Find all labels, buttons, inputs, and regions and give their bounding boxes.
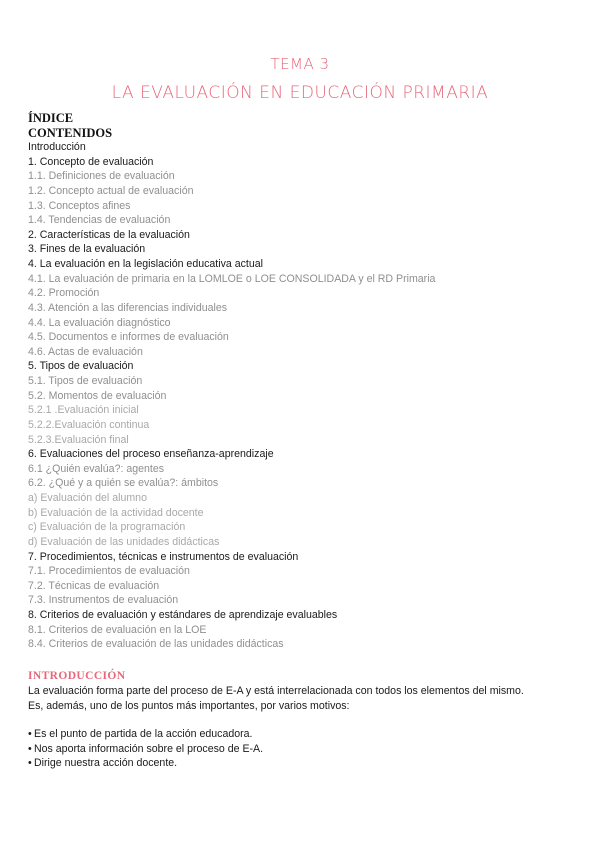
- toc-item: 7.3. Instrumentos de evaluación: [28, 594, 179, 607]
- bullet-list: [28, 727, 588, 771]
- toc-item: 4.4. La evaluación diagnóstico: [28, 316, 171, 329]
- toc-item: 4.6. Actas de evaluación: [28, 345, 143, 358]
- toc-item: 4.1. La evaluación de primaria en la LOMLOE o LOE CONSOLIDADA y el RD Primaria: [28, 272, 436, 285]
- toc-item: 8. Criterios de evaluación y estándares de aprendizaje evaluables: [28, 609, 338, 621]
- title-block: [0, 52, 600, 108]
- toc-item: d) Evaluación de las unidades didácticas: [28, 535, 220, 548]
- toc-item: 1.3. Conceptos afines: [28, 199, 131, 212]
- bullet-text: Dirige nuestra acción docente.: [34, 757, 178, 770]
- toc-item: 2. Características de la evaluación: [28, 228, 190, 241]
- toc-item: 6.1 ¿Quién evalúa?: agentes: [28, 462, 165, 475]
- table-of-contents: [28, 111, 588, 652]
- toc-item: b) Evaluación de la actividad docente: [28, 506, 204, 519]
- bullet-item: [28, 756, 588, 771]
- toc-item: 6.2. ¿Qué y a quién se evalúa?: ámbitos: [28, 477, 219, 490]
- toc-item: 4.3. Atención a las diferencias individuales: [28, 301, 228, 314]
- toc-item: 1.4. Tendencias de evaluación: [28, 214, 171, 227]
- toc-item: Introducción: [28, 141, 86, 153]
- toc-item: 6. Evaluaciones del proceso enseñanza-aprendizaje: [28, 448, 274, 461]
- topic-number: TEMA 3: [270, 55, 330, 73]
- toc-item: 4. La evaluación en la legislación educativa actual: [28, 258, 263, 270]
- bullet-dot-icon: •: [28, 728, 32, 741]
- toc-item: a) Evaluación del alumno: [28, 492, 147, 504]
- toc-item: 8.4. Criterios de evaluación de las unidades didácticas: [28, 638, 284, 651]
- introduction-section: [28, 668, 588, 771]
- topic-title: LA EVALUACIÓN EN EDUCACIÓN PRIMARIA: [111, 83, 489, 103]
- toc-item: 5. Tipos de evaluación: [28, 360, 134, 373]
- intro-paragraph-2: Es, además, uno de los puntos más importantes, por varios motivos:: [28, 699, 350, 712]
- toc-item: 7.1. Procedimientos de evaluación: [28, 565, 190, 578]
- contents-heading: CONTENIDOS: [28, 125, 113, 140]
- toc-item: 4.5. Documentos e informes de evaluación: [28, 331, 229, 344]
- bullet-text: Nos aporta información sobre el proceso de E-A.: [34, 742, 264, 755]
- toc-item: 8.1. Criterios de evaluación en la LOE: [28, 623, 207, 636]
- toc-item: 5.2. Momentos de evaluación: [28, 389, 167, 402]
- toc-item: 3. Fines de la evaluación: [28, 243, 146, 256]
- toc-item: 5.2.3.Evaluación final: [28, 433, 129, 446]
- bullet-dot-icon: •: [28, 742, 32, 755]
- toc-item: 4.2. Promoción: [28, 287, 100, 300]
- intro-paragraph-1: La evaluación forma parte del proceso de E-A y está interrelacionada con todos los elementos del mismo.: [28, 685, 524, 697]
- bullet-text: Es el punto de partida de la acción educadora.: [34, 728, 253, 741]
- index-heading: ÍNDICE: [28, 111, 74, 125]
- toc-item: 5.1. Tipos de evaluación: [28, 375, 143, 387]
- toc-list: [28, 140, 588, 652]
- introduction-heading: INTRODUCCIÓN: [28, 670, 126, 682]
- toc-item: 1.1. Definiciones de evaluación: [28, 170, 175, 183]
- bullet-dot-icon: •: [28, 757, 32, 770]
- toc-item: 7.2. Técnicas de evaluación: [28, 579, 160, 592]
- bullet-item: [28, 727, 588, 742]
- toc-item: 5.2.2.Evaluación continua: [28, 418, 150, 431]
- toc-item: 1. Concepto de evaluación: [28, 155, 154, 168]
- toc-item: 5.2.1 .Evaluación inicial: [28, 404, 139, 417]
- toc-item: 1.2. Concepto actual de evaluación: [28, 184, 194, 197]
- toc-item: c) Evaluación de la programación: [28, 521, 186, 534]
- toc-item: 7. Procedimientos, técnicas e instrumentos de evaluación: [28, 550, 299, 563]
- bullet-item: [28, 742, 588, 757]
